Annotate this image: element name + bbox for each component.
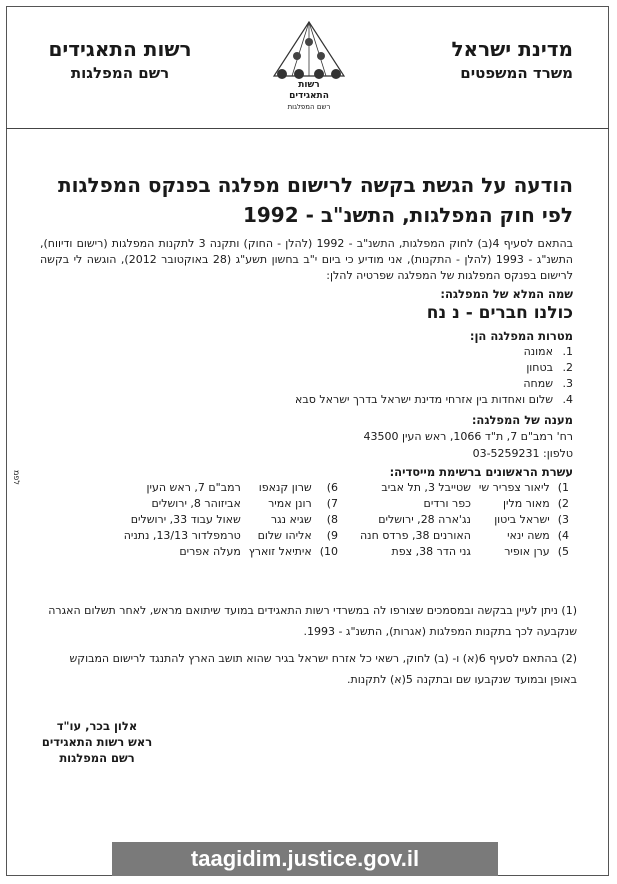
header-ministry <box>373 36 573 84</box>
party-phone: טלפון: 03-5259231 <box>472 447 573 460</box>
party-address: רח' רמב"ם 7, ת"ד 1066, ראש העין 43500 <box>363 430 573 443</box>
signer-role-2: רשם המפלגות <box>59 751 135 765</box>
party-name: כולנו חברים - נ נח <box>426 303 573 323</box>
authority-title: רשות התאגידים <box>48 37 192 61</box>
note-2: (2) בהתאם לסעיף 6(א) ו- (ב) לחוק, רשאי כל אזרח ישראל בגיר שהוא תושב הארץ להתנגד לרישום המבוקש באופן ובמועד שנקבעו שם ובתקנה 5(א) לתקנות. <box>69 652 577 686</box>
table-row: 5) ערן אופיר גני הדר 38, צפת 10) איתיאל זוארץ מעלה אפרים <box>179 545 569 558</box>
title-line-1: הודעה על הגשת בקשה לרישום מפלגה בפנקס המפלגות <box>58 173 573 197</box>
registrar-title: רשם המפלגות <box>70 64 170 82</box>
list-item: 3.שמחה <box>523 377 573 390</box>
list-item: 2.בטחון <box>526 361 573 374</box>
ministry-title: משרד המשפטים <box>460 64 573 82</box>
table-row: 1) ליאור צפריר שי שטייבל 3, תל אביב 6) שרון קנאפו רמב"ם 7, ראש העין <box>146 481 569 494</box>
notice-notes <box>40 600 577 690</box>
signature-block <box>22 718 172 766</box>
side-mark: לפמ <box>12 470 21 485</box>
notice-title <box>20 170 573 230</box>
state-title: מדינת ישראל <box>451 37 573 61</box>
goals-label: מטרות המפלגה הן: <box>469 329 573 343</box>
table-row: 3) ישראל ביטון נג'ארה 28, ירושלים 8) שגיא נגר שאול עבוד 33, ירושלים <box>130 513 569 526</box>
title-line-2: לפי חוק המפלגות, התשנ"ב - 1992 <box>242 203 573 227</box>
address-label: מענה של המפלגה: <box>471 413 573 427</box>
header-divider <box>6 128 609 129</box>
logo-line-1: רשות <box>298 80 320 90</box>
notice-body <box>40 236 573 560</box>
list-item: 4.שלום ואחדות בין אזרחי מדינת ישראל בדרך ישראל סבא <box>295 393 573 406</box>
logo-text <box>262 80 356 113</box>
logo-line-3: רשם המפלגות <box>287 103 331 111</box>
table-row: 2) מאור מלין כפר ורדים 7) רונן אמיר אביזוהר 8, ירושלים <box>151 497 569 510</box>
header-authority <box>40 36 200 84</box>
goals-list <box>40 344 573 408</box>
party-name-label: שמה המלא של המפלגה: <box>440 287 573 301</box>
website-url-banner[interactable]: taagidim.justice.gov.il <box>112 842 498 876</box>
table-row: 4) משה ינאי האורנים 38, פרדס חנה 9) אליהו שלום טרמפלדור 13/13, נתניה <box>123 529 569 542</box>
corporations-authority-logo <box>262 18 356 112</box>
founders-table <box>120 480 573 560</box>
intro-paragraph: בהתאם לסעיף 4(ב) לחוק המפלגות, התשנ"ב - 1992 (להלן - החוק) ותקנה 3 לתקנות המפלגות (רישום ודיווח), התשנ"ג - 1993 (להלן - התקנות), אני מודיע כי ביום י"ב בחשון תשע"ג (28 באוקטובר 2012), הוגשה לי בקשה לרישום בפנקס המפלגות של המפלגה שפרטיה להלן: <box>40 237 573 282</box>
signer-role-1: ראש רשות התאגידים <box>41 735 153 749</box>
signer-name: אלון בכר, עו"ד <box>56 719 138 733</box>
note-1: (1) ניתן לעיין בבקשה ובמסמכים שצורפו לה במשרדי רשות התאגידים במועד שיתואם מראש, לאחר תשלום האגרה שנקבעה לכך בתקנות המפלגות (אגרות), התשנ"ג - 1993. <box>48 604 577 638</box>
founders-label: עשרת הראשונים ברשימת מייסדיה: <box>389 465 573 479</box>
logo-line-2: התאגידים <box>289 91 329 101</box>
list-item: 1.אמונה <box>523 345 573 358</box>
